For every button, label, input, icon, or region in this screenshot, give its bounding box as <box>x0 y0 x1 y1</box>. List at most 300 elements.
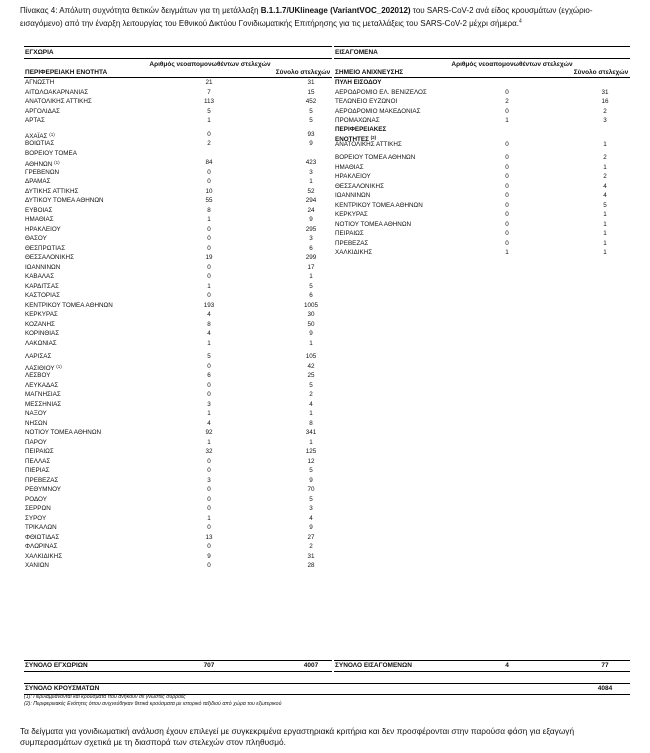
domestic-row-total: 1 <box>309 273 313 280</box>
domestic-row <box>24 97 332 107</box>
domestic-row-total: 6 <box>309 292 313 299</box>
domestic-row-name-text: ΡΟΔΟΥ <box>25 495 47 503</box>
domestic-row <box>24 447 332 457</box>
imported-row-total: 1 <box>603 230 607 237</box>
domestic-row <box>24 291 332 301</box>
imported-row-new-strains: 0 <box>505 192 509 199</box>
domestic-row-total: 42 <box>307 362 315 370</box>
domestic-row-new-strains: 0 <box>207 178 211 185</box>
domestic-row-new-strains: 55 <box>205 197 213 204</box>
caption-variant: B.1.1.7/UKlineage (VariantVOC_202012) <box>260 6 411 15</box>
domestic-row <box>24 352 332 362</box>
imported-row-total: 4 <box>603 182 607 190</box>
domestic-row <box>24 514 332 524</box>
imported-row <box>334 163 630 173</box>
domestic-row <box>24 495 332 505</box>
domestic-column-headers <box>24 59 332 78</box>
domestic-row <box>24 310 332 320</box>
imported-row-new-strains: 0 <box>505 88 509 96</box>
imported-row <box>334 97 630 107</box>
domestic-row-total: 93 <box>307 130 315 138</box>
imported-row-new-strains: 1 <box>505 117 509 124</box>
domestic-row <box>24 196 332 206</box>
imported-row-total: 2 <box>603 107 607 115</box>
domestic-row <box>24 409 332 419</box>
imported-row-name <box>335 182 384 192</box>
domestic-row-total: 1 <box>309 339 313 347</box>
imported-row <box>334 220 630 230</box>
domestic-row-name-text: ΧΑΛΚΙΔΙΚΗΣ <box>25 552 63 560</box>
imported-row-total: 1 <box>603 211 607 218</box>
imported-col-total: Σύνολο στελεχών <box>573 69 629 76</box>
domestic-row-name-text: ΘΕΣΣΑΛΟΝΙΚΗΣ <box>25 254 74 261</box>
imported-row <box>334 125 630 143</box>
imported-row-name-text: ΙΩΑΝΝΙΝΩΝ <box>335 192 371 199</box>
domestic-row-new-strains: 92 <box>205 429 213 436</box>
domestic-row <box>24 339 332 349</box>
domestic-row-new-strains: 0 <box>207 381 211 389</box>
imported-row-new-strains: 0 <box>505 201 509 209</box>
imported-row-name <box>335 210 368 220</box>
domestic-row <box>24 253 332 263</box>
imported-table <box>334 46 630 258</box>
domestic-row <box>24 400 332 410</box>
domestic-row <box>24 438 332 448</box>
imported-row-new-strains: 0 <box>505 173 509 180</box>
domestic-row-new-strains: 113 <box>203 98 215 105</box>
imported-row-new-strains: 0 <box>505 182 509 190</box>
domestic-row-total: 30 <box>307 311 315 318</box>
domestic-row-total: 9 <box>309 216 313 223</box>
domestic-row-new-strains: 5 <box>207 353 211 360</box>
imported-row-name-text: ΤΕΛΩΝΕΙΟ ΕΥΖΩΝΟΙ <box>335 98 398 105</box>
domestic-row <box>24 419 332 429</box>
domestic-row <box>24 561 332 571</box>
domestic-row-new-strains: 0 <box>207 263 211 271</box>
domestic-row-new-strains: 9 <box>207 552 211 560</box>
domestic-row-name-text: ΣΥΡΟΥ <box>25 514 47 522</box>
imported-row <box>334 210 630 220</box>
domestic-row-new-strains: 1 <box>207 410 211 417</box>
imported-row-name-text: ΚΕΡΚΥΡΑΣ <box>335 211 368 218</box>
domestic-row <box>24 381 332 391</box>
domestic-row-total: 15 <box>307 88 315 96</box>
domestic-row-name <box>25 168 59 178</box>
domestic-row <box>24 225 332 235</box>
domestic-row-name-text: ΑΓΝΩΣΤΗ <box>25 79 55 86</box>
domestic-row-new-strains: 1 <box>207 282 211 290</box>
domestic-row-new-strains: 6 <box>207 372 211 379</box>
domestic-row-total: 105 <box>305 353 317 360</box>
domestic-row-total: 4 <box>309 400 313 408</box>
domestic-row-name <box>25 552 62 562</box>
domestic-row <box>24 168 332 178</box>
domestic-row <box>24 206 332 216</box>
domestic-row-name-text: ΘΕΣΠΡΩΤΙΑΣ <box>25 244 66 252</box>
domestic-row-new-strains: 8 <box>207 320 211 328</box>
domestic-row-name <box>25 320 55 330</box>
domestic-row-name-text: ΚΑΒΑΛΑΣ <box>25 273 55 280</box>
imported-row <box>334 140 630 150</box>
domestic-total-new: 707 <box>203 662 215 669</box>
domestic-row-new-strains: 0 <box>207 524 211 531</box>
domestic-row-name-text: ΚΟΖΑΝΗΣ <box>25 320 55 328</box>
domestic-row-total: 9 <box>309 330 313 337</box>
domestic-row-name-text: ΚΑΡΔΙΤΣΑΣ <box>25 282 59 290</box>
domestic-row <box>24 88 332 98</box>
imported-row-name <box>335 172 371 182</box>
domestic-row-total: 1005 <box>303 301 318 309</box>
domestic-row-name-text: ΚΟΡΙΝΘΙΑΣ <box>25 330 60 337</box>
domestic-row-name-text: ΧΑΝΙΩΝ <box>25 562 49 569</box>
imported-row <box>334 172 630 182</box>
domestic-row-name <box>25 116 45 126</box>
domestic-row-total: 299 <box>305 254 317 261</box>
domestic-row-name <box>25 485 61 495</box>
imported-row-name <box>335 248 372 258</box>
domestic-row-name <box>25 244 65 254</box>
domestic-row <box>24 139 332 149</box>
domestic-row-total: 12 <box>307 457 315 465</box>
domestic-row <box>24 177 332 187</box>
domestic-row-new-strains: 8 <box>207 206 211 214</box>
domestic-row-name-text: ΑΡΓΟΛΙΔΑΣ <box>25 107 60 115</box>
domestic-row <box>24 244 332 254</box>
domestic-row-name <box>25 390 61 400</box>
domestic-row-name <box>25 196 104 206</box>
imported-row-name <box>335 78 381 88</box>
domestic-row-name-text: ΣΕΡΡΩΝ <box>25 505 51 512</box>
domestic-row-name <box>25 419 47 429</box>
domestic-row-name-text: ΛΕΣΒΟΥ <box>25 372 51 379</box>
domestic-row-total: 27 <box>307 533 315 541</box>
domestic-row-name-text: ΑΝΑΤΟΛΙΚΗΣ ΑΤΤΙΚΗΣ <box>25 98 92 105</box>
domestic-row <box>24 476 332 486</box>
domestic-row-total: 6 <box>309 244 313 252</box>
domestic-row-new-strains: 0 <box>207 225 211 233</box>
imported-row-new-strains: 0 <box>505 140 509 148</box>
domestic-row-total: 5 <box>309 117 313 124</box>
domestic-row-name <box>25 149 77 159</box>
domestic-row <box>24 362 332 372</box>
domestic-row-name-text: ΦΘΙΩΤΙΔΑΣ <box>25 533 60 541</box>
domestic-row-new-strains: 0 <box>207 168 211 176</box>
domestic-row-total: 31 <box>307 79 315 86</box>
imported-row-total: 31 <box>601 88 609 96</box>
domestic-row <box>24 533 332 543</box>
domestic-row-new-strains: 32 <box>205 448 213 455</box>
domestic-row-new-strains: 84 <box>205 159 213 166</box>
domestic-row-name <box>25 225 61 235</box>
domestic-row-total: 8 <box>309 419 313 427</box>
domestic-row-new-strains: 1 <box>207 438 211 446</box>
domestic-row-name <box>25 187 78 197</box>
domestic-row-name <box>25 523 57 533</box>
imported-row-total: 4 <box>603 192 607 199</box>
imported-row-name-text: ΘΕΣΣΑΛΟΝΙΚΗΣ <box>335 182 384 190</box>
domestic-total-row <box>24 660 332 672</box>
imported-row-name <box>335 140 402 150</box>
domestic-row <box>24 78 332 88</box>
imported-row-name-text: ΗΜΑΘΙΑΣ <box>335 163 364 171</box>
imported-row <box>334 248 630 258</box>
domestic-row-name-text: ΔΥΤΙΚΟΥ ΤΟΜΕΑ ΑΘΗΝΩΝ <box>25 197 104 204</box>
domestic-row-new-strains: 21 <box>205 79 213 86</box>
domestic-row-new-strains: 5 <box>207 107 211 115</box>
domestic-row-new-strains: 4 <box>207 330 211 337</box>
domestic-row-new-strains: 0 <box>207 543 211 550</box>
domestic-row-name-text: ΘΑΣΟΥ <box>25 235 47 242</box>
domestic-row-total: 52 <box>307 187 315 195</box>
footnote-2: (2): Περιφερειακές Ενότητες όπου ανιχνεύθηκαν θετικά κρούσματα με ιστορικό ταξιδιού από χώρα του εξωτερικού <box>24 701 282 707</box>
imported-row-total: 3 <box>603 117 607 124</box>
domestic-row-new-strains: 0 <box>207 467 211 474</box>
domestic-row <box>24 149 332 159</box>
domestic-row-total: 2 <box>309 391 313 398</box>
domestic-col-total: Σύνολο στελεχών <box>275 69 331 76</box>
imported-row-name <box>335 191 370 201</box>
domestic-row-new-strains: 13 <box>205 533 213 541</box>
domestic-row-new-strains: 0 <box>207 273 211 280</box>
imported-row-total: 1 <box>603 239 607 247</box>
domestic-row-footnote-ref: (1) <box>56 363 62 369</box>
domestic-row-name <box>25 495 47 505</box>
domestic-row-name <box>25 352 51 362</box>
imported-row-name-text: ΝΟΤΙΟΥ ΤΟΜΕΑ ΑΘΗΝΩΝ <box>335 220 412 228</box>
domestic-row-name <box>25 428 101 438</box>
domestic-row-name-text: ΠΑΡΟΥ <box>25 438 47 446</box>
domestic-row-name <box>25 466 50 476</box>
domestic-row-name <box>25 561 49 571</box>
imported-row-name <box>335 116 380 126</box>
domestic-row-footnote-ref: (1) <box>54 160 60 165</box>
domestic-row-total: 31 <box>307 552 315 560</box>
imported-col-detection-point: ΣΗΜΕΙΟ ΑΝΙΧΝΕΥΣΗΣ <box>335 69 404 76</box>
domestic-row-total: 452 <box>305 98 317 105</box>
domestic-row-new-strains: 193 <box>203 301 215 309</box>
domestic-row-total: 1 <box>309 178 313 185</box>
domestic-row-new-strains: 4 <box>207 311 211 318</box>
domestic-row-name <box>25 139 54 149</box>
imported-row-new-strains: 0 <box>505 230 509 237</box>
domestic-row-new-strains: 0 <box>207 505 211 512</box>
footnote-1: (1): Περιλαμβάνονται και κρούσματα που ανήκουν σε γνωστές συρροές <box>24 694 186 700</box>
imported-col-new-strains: Αριθμός νεοαπομονωθέντων στελεχών <box>451 61 573 68</box>
domestic-row-name-text: ΑΘΗΝΩΝ <box>25 161 53 168</box>
domestic-row <box>24 466 332 476</box>
domestic-row-total: 5 <box>309 381 313 389</box>
imported-total-new: 4 <box>505 662 509 669</box>
domestic-row-name-text: ΛΑΣΙΘΙΟΥ <box>25 364 55 372</box>
domestic-row-name <box>25 272 54 282</box>
domestic-row-new-strains: 1 <box>207 514 211 522</box>
imported-row-new-strains: 0 <box>505 107 509 115</box>
domestic-row-total: 24 <box>307 206 315 214</box>
domestic-row-name-text: ΦΛΩΡΙΝΑΣ <box>25 543 58 550</box>
imported-row <box>334 201 630 211</box>
imported-row-total: 2 <box>603 173 607 180</box>
imported-row-name-text: ΠΕΡΙΦΕΡΕΙΑΚΕΣ ΕΝΟΤΗΤΕΣ <box>335 125 387 143</box>
caption-text-2: του SARS-CoV-2 ανά είδος κρουσμάτων (εγχώριο-εισαγόμενο) από την έναρξη λειτουργίας του Εθνικού Δικτύου Γονιδιωματικής Επιτήρησης για τις μεταλλάξεις του SARS-CoV-2 μέχρι σήμερα. <box>20 6 593 28</box>
domestic-row-name-text: ΚΕΝΤΡΙΚΟΥ ΤΟΜΕΑ ΑΘΗΝΩΝ <box>25 301 113 309</box>
caption-text-1: Πίνακας 4: Απόλυτη συχνότητα θετικών δειγμάτων για τη μετάλλαξη <box>20 6 261 15</box>
domestic-row-name <box>25 329 59 339</box>
domestic-row <box>24 282 332 292</box>
imported-row-name-text: ΚΕΝΤΡΙΚΟΥ ΤΟΜΕΑ ΑΘΗΝΩΝ <box>335 201 423 209</box>
imported-row-total: 16 <box>601 98 609 105</box>
imported-row-name-text: ΠΕΙΡΑΙΩΣ <box>335 230 364 237</box>
imported-row-name <box>335 107 421 117</box>
domestic-row <box>24 272 332 282</box>
imported-row-name <box>335 153 415 163</box>
domestic-row-name-text: ΕΥΒΟΙΑΣ <box>25 206 53 214</box>
domestic-row <box>24 542 332 552</box>
imported-total-row <box>334 660 630 672</box>
domestic-total-label: ΣΥΝΟΛΟ ΕΓΧΩΡΙΩΝ <box>25 662 88 669</box>
domestic-row-total: 50 <box>307 320 315 328</box>
domestic-row-total: 4 <box>309 514 313 522</box>
imported-row-total: 1 <box>603 249 607 256</box>
imported-row-name-text: ΑΝΑΤΟΛΙΚΗΣ ΑΤΤΙΚΗΣ <box>335 140 402 148</box>
domestic-row-new-strains: 10 <box>205 187 213 195</box>
imported-row-footnote-ref: (2) <box>370 134 377 140</box>
domestic-row-total: 295 <box>305 225 317 233</box>
domestic-row-new-strains: 0 <box>207 457 211 465</box>
domestic-row <box>24 130 332 140</box>
domestic-row-new-strains: 3 <box>207 400 211 408</box>
domestic-row-name <box>25 301 113 311</box>
domestic-row <box>24 301 332 311</box>
domestic-row-new-strains: 1 <box>207 117 211 124</box>
imported-row-total: 2 <box>603 154 607 161</box>
domestic-row-name-text: ΛΑΡΙΣΑΣ <box>25 353 52 360</box>
domestic-row-total: 5 <box>309 282 313 290</box>
domestic-row <box>24 390 332 400</box>
grand-total-label: ΣΥΝΟΛΟ ΚΡΟΥΣΜΑΤΩΝ <box>25 685 100 692</box>
domestic-row-name-text: ΗΜΑΘΙΑΣ <box>25 216 54 223</box>
domestic-col-new-strains: Αριθμός νεοαπομονωθέντων στελεχών <box>149 61 271 68</box>
imported-row-name-text: ΧΑΛΚΙΔΙΚΗΣ <box>335 249 373 256</box>
domestic-row-total: 3 <box>309 168 313 176</box>
domestic-row <box>24 428 332 438</box>
domestic-row-total: 9 <box>309 140 313 147</box>
domestic-row-new-strains: 0 <box>207 362 211 370</box>
domestic-row <box>24 234 332 244</box>
domestic-row-name-text: ΑΙΤΩΛΟΑΚΑΡΝΑΝΙΑΣ <box>25 88 89 96</box>
domestic-row <box>24 504 332 514</box>
imported-row <box>334 116 630 126</box>
domestic-row-new-strains: 19 <box>205 254 213 261</box>
domestic-row-total: 5 <box>309 107 313 115</box>
domestic-row <box>24 116 332 126</box>
domestic-row-name <box>25 409 47 419</box>
domestic-row-name <box>25 215 54 225</box>
imported-row-new-strains: 0 <box>505 239 509 247</box>
table-caption <box>20 4 632 30</box>
domestic-row-total: 423 <box>305 159 317 166</box>
domestic-row-new-strains: 0 <box>207 244 211 252</box>
domestic-row-name-text: ΜΕΣΣΗΝΙΑΣ <box>25 400 62 408</box>
domestic-row <box>24 158 332 168</box>
domestic-row-name <box>25 504 51 514</box>
imported-section-title: ΕΙΣΑΓΟΜΕΝΑ <box>334 46 630 59</box>
imported-row-name <box>335 97 397 107</box>
imported-row-name <box>335 220 411 230</box>
domestic-row-name <box>25 457 50 467</box>
imported-row-name <box>335 88 427 98</box>
domestic-row-total: 3 <box>309 505 313 512</box>
domestic-row-total: 1 <box>309 438 313 446</box>
domestic-row-name <box>25 339 57 349</box>
domestic-row-total: 1 <box>309 410 313 417</box>
domestic-row-total: 2 <box>309 543 313 550</box>
grand-total-value: 4084 <box>597 685 613 692</box>
domestic-total-all: 4007 <box>303 662 319 669</box>
imported-row-total: 1 <box>603 163 607 171</box>
domestic-row <box>24 523 332 533</box>
domestic-row-new-strains: 0 <box>207 486 211 493</box>
domestic-row-name <box>25 291 60 301</box>
domestic-row-name <box>25 107 60 117</box>
imported-row <box>334 107 630 117</box>
domestic-row-name <box>25 253 74 263</box>
domestic-row-new-strains: 0 <box>207 495 211 503</box>
domestic-row-name-text: ΚΕΡΚΥΡΑΣ <box>25 311 58 318</box>
domestic-row <box>24 107 332 117</box>
domestic-row-name <box>25 400 61 410</box>
domestic-row-name <box>25 206 52 216</box>
imported-row <box>334 182 630 192</box>
imported-row-name-text: ΠΡΟΜΑΧΩΝΑΣ <box>335 117 380 124</box>
domestic-row-total: 9 <box>309 476 313 484</box>
imported-row <box>334 88 630 98</box>
domestic-row-total: 3 <box>309 235 313 242</box>
domestic-row-total: 294 <box>305 197 317 204</box>
domestic-row-name <box>25 234 47 244</box>
domestic-row-name <box>25 533 59 543</box>
domestic-row-new-strains: 0 <box>207 130 211 138</box>
domestic-section-title: ΕΓΧΩΡΙΑ <box>24 46 332 59</box>
domestic-row-name <box>25 476 58 486</box>
imported-row-name <box>335 163 364 173</box>
domestic-row-name <box>25 78 54 88</box>
domestic-row-total: 9 <box>309 524 313 531</box>
domestic-row-new-strains: 2 <box>207 140 211 147</box>
imported-total-label: ΣΥΝΟΛΟ ΕΙΣΑΓΟΜΕΝΩΝ <box>335 662 412 669</box>
domestic-row <box>24 215 332 225</box>
domestic-row-new-strains: 4 <box>207 419 211 427</box>
imported-row <box>334 239 630 249</box>
domestic-row-name <box>25 371 50 381</box>
imported-row-new-strains: 1 <box>505 249 509 256</box>
imported-row-new-strains: 2 <box>505 98 509 105</box>
imported-row <box>334 78 630 88</box>
disclaimer-text: Τα δείγματα για γονιδιωματική ανάλυση έχουν επιλεγεί με συγκεκριμένα εργαστηριακά κριτήρια και δεν προσφέρονται στην παρούσα φάση για εξαγωγή συμπερασμάτων σχετικά με τη διασπορά των στελεχών στον πληθυσμό. <box>20 726 575 747</box>
imported-row-name-text: ΑΕΡΟΔΡΟΜΙΟ ΜΑΚΕΔΟΝΙΑΣ <box>335 107 421 115</box>
domestic-row-name-text: ΔΡΑΜΑΣ <box>25 178 51 185</box>
domestic-row-new-strains: 1 <box>207 339 211 347</box>
imported-row-name-text: ΒΟΡΕΙΟΥ ΤΟΜΕΑ ΑΘΗΝΩΝ <box>335 154 416 161</box>
imported-row <box>334 153 630 163</box>
domestic-row-total: 25 <box>307 372 315 379</box>
caption-footnote-ref: 4 <box>519 18 522 25</box>
domestic-row <box>24 320 332 330</box>
domestic-row-name <box>25 88 88 98</box>
imported-row-total: 5 <box>603 201 607 209</box>
domestic-row-name-text: ΙΩΑΝΝΙΝΩΝ <box>25 263 61 271</box>
domestic-row-name-text: ΝΗΣΩΝ <box>25 419 48 427</box>
domestic-row-name-text: ΠΙΕΡΙΑΣ <box>25 467 50 474</box>
